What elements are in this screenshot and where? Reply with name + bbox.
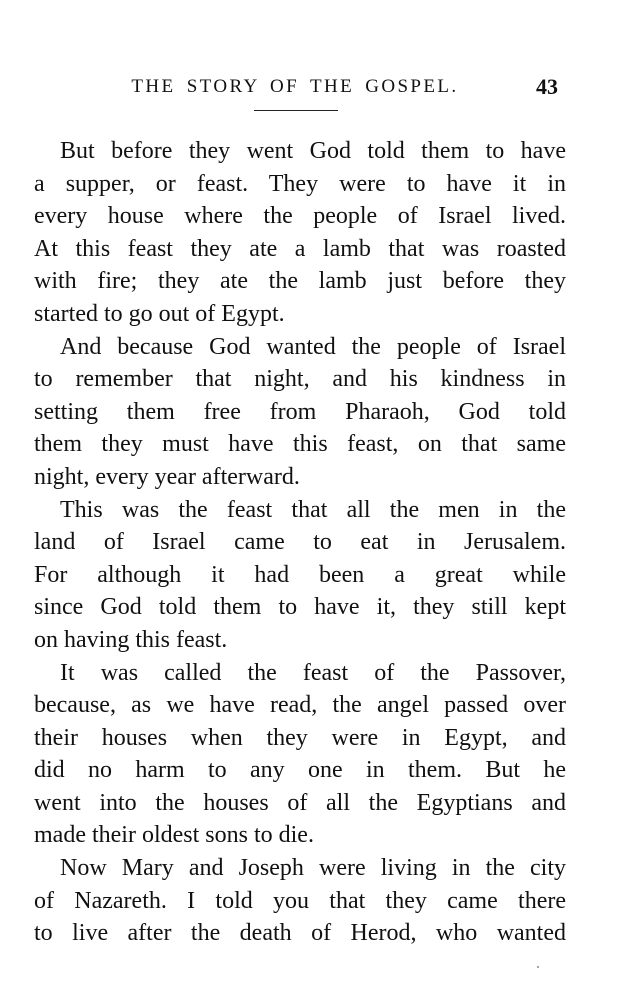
text-line: did no harm to any one in them. But he [34, 757, 566, 784]
text-line: with fire; they ate the lamb just before they [34, 268, 566, 295]
text-line: every house where the people of Israel lived. [34, 203, 566, 230]
page-number: 43 [536, 74, 558, 99]
text-line: At this feast they ate a lamb that was roasted [34, 235, 566, 262]
text-line: since God told them to have it, they still kept [34, 594, 566, 621]
paragraph-4 [34, 657, 566, 853]
text-line: a supper, or feast. They were to have it in [34, 170, 566, 197]
text-line: Now Mary and Joseph were living in the city [60, 855, 566, 882]
text-line: For although it had been a great while [34, 561, 566, 588]
text-line: But before they went God told them to have [60, 138, 566, 164]
text-line: This was the feast that all the men in the [60, 496, 566, 523]
text-line: their houses when they were in Egypt, and [34, 724, 566, 751]
paragraph-5 [34, 852, 566, 950]
paragraph-1 [34, 135, 566, 331]
text-line: to remember that night, and his kindness in [34, 366, 566, 393]
text-line: land of Israel came to eat in Jerusalem. [34, 529, 566, 556]
text-line: on having this feast. [34, 626, 228, 653]
body-text [34, 135, 566, 950]
paragraph-3 [34, 494, 566, 657]
text-line: setting them free from Pharaoh, God told [34, 398, 566, 425]
text-line: And because God wanted the people of Israel [60, 333, 566, 360]
running-head-title: THE STORY OF THE GOSPEL. [131, 76, 459, 97]
text-line: them they must have this feast, on that same [34, 431, 566, 458]
text-line: It was called the feast of the Passover, [60, 659, 566, 686]
text-line: went into the houses of all the Egyptians and [34, 789, 566, 816]
paper-speck [537, 966, 539, 968]
text-line: to live after the death of Herod, who wanted [34, 920, 566, 947]
text-line: made their oldest sons to die. [34, 822, 314, 849]
text-line: because, as we have read, the angel passed over [34, 692, 566, 719]
text-line: started to go out of Egypt. [34, 300, 285, 327]
text-line: night, every year afterward. [34, 463, 300, 490]
header-rule-divider [254, 110, 338, 111]
text-line: of Nazareth. I told you that they came there [34, 887, 566, 914]
paragraph-2 [34, 331, 566, 494]
